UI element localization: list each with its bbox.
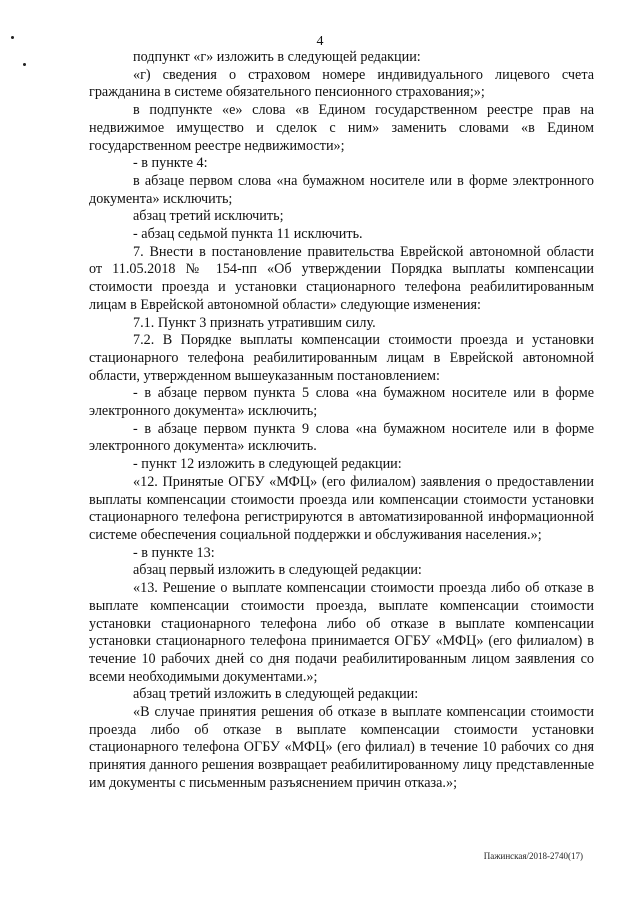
paragraph: - в пункте 13: <box>133 544 215 561</box>
paragraph: - в пункте 4: <box>133 155 208 172</box>
document-body <box>89 49 594 793</box>
document-footer-reference: Пажинская/2018-2740(17) <box>483 851 583 861</box>
paragraph: «13. Решение о выплате компенсации стоимости проезда либо об отказе в выплате компенсации стоимости проезда, выплате компенсации стоимости установки стационарного телефона либо об отказе в выплате компенсации установки стационарного телефона принимается ОГБУ «МФЦ» (его филиалом) в течение 10 рабочих дней со дня подачи реабилитированным лицом заявления со всеми необходимыми документами.»; <box>89 580 594 685</box>
paragraph: в абзаце первом слова «на бумажном носителе или в форме электронного документа» исключить; <box>89 172 594 207</box>
paragraph: «В случае принятия решения об отказе в выплате компенсации стоимости проезда либо об отказе в выплате компенсации стоимости установки стационарного телефона ОГБУ «МФЦ» (его филиал) в течение 10 рабочих со дня принятия данного решения возвращает реабилитированному лицу представленные им документы с письменным разъяснением причин отказа.»; <box>89 704 594 791</box>
paragraph: 7.1. Пункт 3 признать утратившим силу. <box>133 314 376 331</box>
page-number: 4 <box>316 34 324 49</box>
paragraph: абзац третий исключить; <box>133 208 284 225</box>
paragraph: «г) сведения о страховом номере индивидуального лицевого счета гражданина в системе обязательного пенсионного страхования;»; <box>89 66 594 101</box>
paragraph: 7.2. В Порядке выплаты компенсации стоимости проезда и установки стационарного телефона реабилитированным лицам в Еврейской автономной области, утвержденном вышеуказанным постановлением: <box>89 332 594 384</box>
paragraph: - абзац седьмой пункта 11 исключить. <box>133 226 363 243</box>
scan-mark <box>23 63 26 66</box>
paragraph: 7. Внести в постановление правительства Еврейской автономной области от 11.05.2018 № 154-пп «Об утверждении Порядка выплаты компенсации стоимости проезда и установки стационарного телефона реабилитированным лицам в Еврейской автономной области» следующие изменения: <box>89 243 594 313</box>
paragraph: «12. Принятые ОГБУ «МФЦ» (его филиалом) заявления о предоставлении выплаты компенсации стоимости проезда или компенсации стоимости установки стационарного телефона регистрируются в автоматизированной информационной системе обеспечения социальной поддержки и обслуживания населения.»; <box>89 473 594 543</box>
paragraph: - в абзаце первом пункта 5 слова «на бумажном носителе или в форме электронного документа» исключить; <box>89 385 594 420</box>
paragraph: подпункт «г» изложить в следующей редакции: <box>133 49 421 65</box>
paragraph: абзац третий изложить в следующей редакции: <box>133 686 419 703</box>
paragraph: в подпункте «е» слова «в Едином государственном реестре прав на недвижимое имущество и сделок с ним» заменить словами «в Едином государственном реестре недвижимости»; <box>89 102 594 154</box>
paragraph: - пункт 12 изложить в следующей редакции: <box>133 456 402 473</box>
paragraph: абзац первый изложить в следующей редакции: <box>133 562 422 579</box>
paragraph: - в абзаце первом пункта 9 слова «на бумажном носителе или в форме электронного документа» исключить. <box>89 420 594 455</box>
